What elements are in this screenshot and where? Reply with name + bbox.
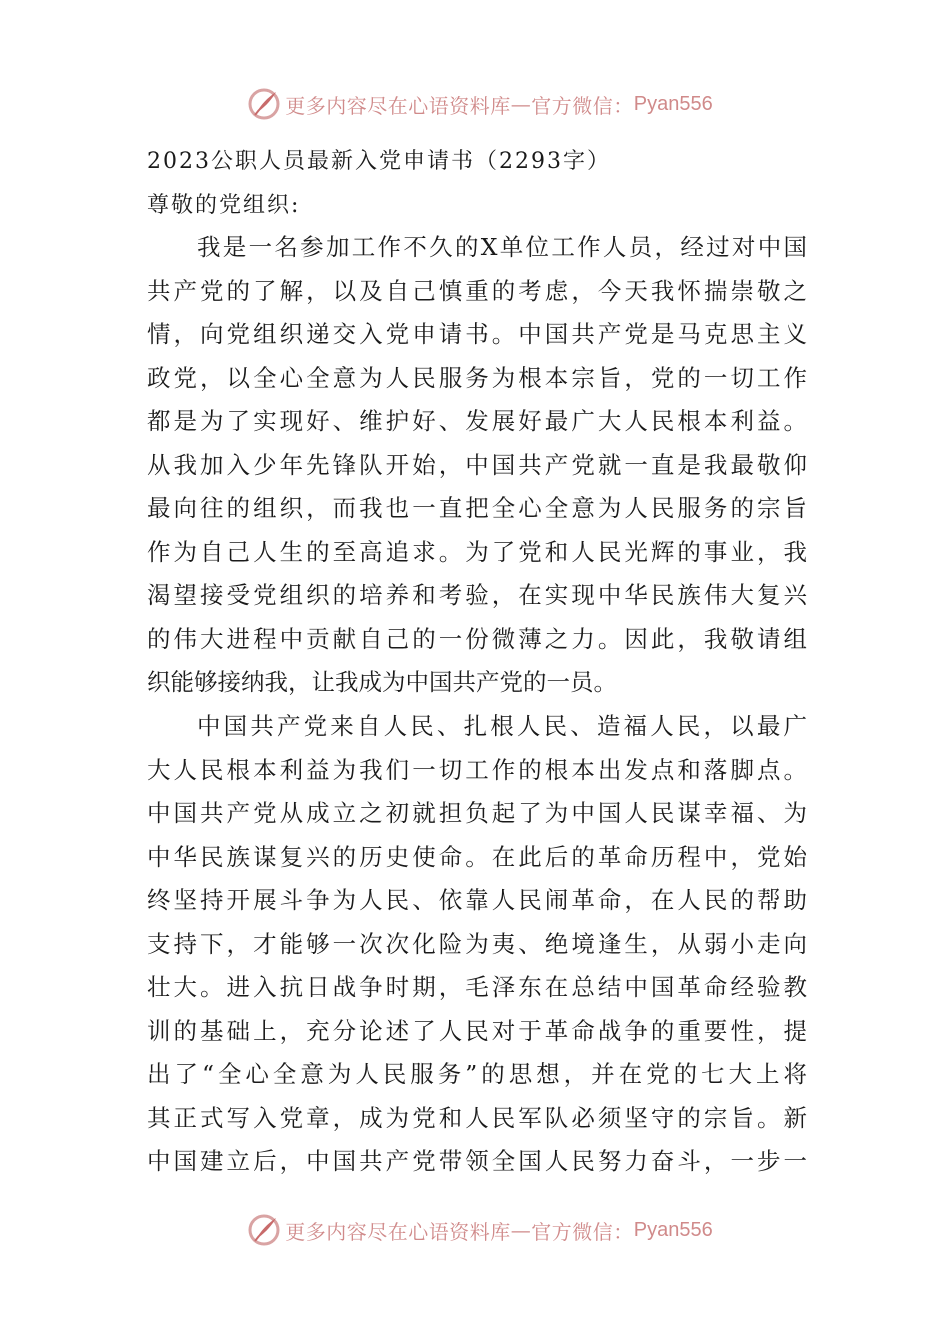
text-line: 壮大。进入抗日战争时期，毛泽东在总结中国革命经验教 — [147, 973, 807, 1002]
text-line: 共产党的了解，以及自己慎重的考虑，今天我怀揣崇敬之 — [147, 276, 807, 305]
watermark-account: Pyan556 — [633, 1218, 713, 1241]
document-body — [147, 226, 807, 1184]
text-line: 作为自己人生的至高追求。为了党和人民光辉的事业，我 — [147, 537, 807, 566]
text-line: 训的基础上，充分论述了人民对于革命战争的重要性，提 — [147, 1016, 807, 1045]
text-line: 织能够接纳我，让我成为中国共产党的一员。 — [147, 668, 617, 697]
text-line: 中国共产党来自人民、扎根人民、造福人民，以最广 — [197, 712, 807, 741]
text-line: 政党，以全心全意为人民服务为根本宗旨，党的一切工作 — [147, 363, 807, 392]
watermark-account: Pyan556 — [633, 92, 713, 115]
text-line: 出了“全心全意为人民服务”的思想，并在党的七大上将 — [147, 1060, 807, 1089]
text-line: 渴望接受党组织的培养和考验，在实现中华民族伟大复兴 — [147, 581, 807, 610]
text-line: 我是一名参加工作不久的X单位工作人员，经过对中国 — [197, 233, 807, 261]
watermark-separator: — — [510, 92, 532, 116]
footer-watermark — [0, 1210, 950, 1250]
text-line: 终坚持开展斗争为人民、依靠人民闹革命，在人民的帮助 — [147, 886, 807, 915]
text-line: 情，向党组织递交入党申请书。中国共产党是马克思主义 — [147, 320, 807, 349]
text-line: 其正式写入党章，成为党和人民军队必须坚守的宗旨。新 — [147, 1103, 807, 1132]
text-line: 中国共产党从成立之初就担负起了为中国人民谋幸福、为 — [147, 799, 807, 828]
quill-logo-icon — [247, 1213, 281, 1247]
watermark-text: 更多内容尽在心语资料库 — [285, 93, 511, 118]
watermark-suffix: 官方微信： — [531, 1219, 634, 1244]
text-line: 最向往的组织，而我也一直把全心全意为人民服务的宗旨 — [147, 494, 807, 523]
header-watermark — [0, 84, 950, 124]
watermark-separator: — — [510, 1218, 532, 1242]
document-title: 2023公职人员最新入党申请书（2293字） — [147, 149, 611, 174]
text-line: 从我加入少年先锋队开始，中国共产党就一直是我最敬仰 — [147, 450, 807, 479]
quill-logo-icon — [247, 87, 281, 121]
text-line: 中华民族谋复兴的历史使命。在此后的革命历程中，党始 — [147, 842, 807, 871]
text-line: 中国建立后，中国共产党带领全国人民努力奋斗，一步一 — [147, 1147, 807, 1176]
text-line: 都是为了实现好、维护好、发展好最广大人民根本利益。 — [147, 407, 807, 436]
salutation: 尊敬的党组织: — [147, 193, 301, 218]
text-line: 大人民根本利益为我们一切工作的根本出发点和落脚点。 — [147, 755, 807, 784]
watermark-text: 更多内容尽在心语资料库 — [285, 1219, 511, 1244]
watermark-suffix: 官方微信： — [531, 93, 634, 118]
text-line: 支持下，才能够一次次化险为夷、绝境逢生，从弱小走向 — [147, 929, 807, 958]
text-line: 的伟大进程中贡献自己的一份微薄之力。因此，我敬请组 — [147, 624, 807, 653]
